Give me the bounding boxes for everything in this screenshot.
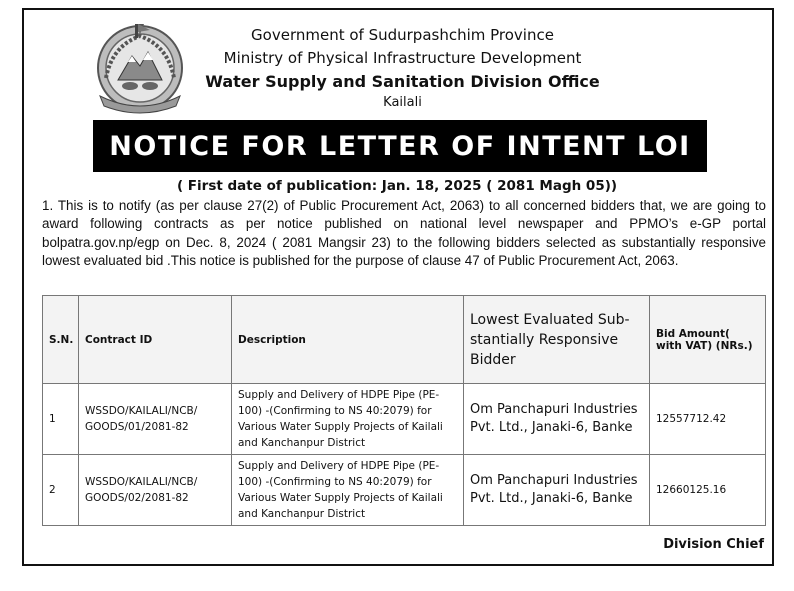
- header-contract-id: Contract ID: [79, 296, 232, 384]
- cell-description: Supply and Delivery of HDPE Pipe (PE-100) -(Confirming to NS 40:2079) for Various Water Supply Projects of Kailali and Kanchanpur District: [232, 455, 464, 526]
- cell-contract-id: WSSDO/KAILALI/NCB/ GOODS/01/2081-82: [79, 384, 232, 455]
- signoff-division-chief: Division Chief: [663, 537, 764, 552]
- cell-bidder: Om Panchapuri Industries Pvt. Ltd., Janaki-6, Banke: [464, 455, 650, 526]
- publication-date: ( First date of publication: Jan. 18, 2025 ( 2081 Magh 05)): [176, 178, 618, 194]
- table-row: [43, 455, 766, 526]
- header-description: Description: [232, 296, 464, 384]
- header-location: Kailali: [383, 95, 422, 110]
- table-header-row: [43, 296, 766, 384]
- bid-table: [42, 295, 766, 526]
- header-ministry: Ministry of Physical Infrastructure Development: [223, 49, 582, 67]
- header-sn: S.N.: [43, 296, 79, 384]
- cell-contract-id: WSSDO/KAILALI/NCB/ GOODS/02/2081-82: [79, 455, 232, 526]
- notice-title-banner: [93, 120, 707, 172]
- nepal-government-emblem-icon: [90, 16, 190, 116]
- cell-sn: 1: [43, 384, 79, 455]
- header-amount: Bid Amount( with VAT) (NRs.): [650, 296, 766, 384]
- cell-bidder: Om Panchapuri Industries Pvt. Ltd., Janaki-6, Banke: [464, 384, 650, 455]
- cell-amount: 12660125.16: [650, 455, 766, 526]
- cell-amount: 12557712.42: [650, 384, 766, 455]
- cell-sn: 2: [43, 455, 79, 526]
- header-bidder: Lowest Evaluated Sub-stantially Responsive Bidder: [464, 296, 650, 384]
- table-row: [43, 384, 766, 455]
- header-government: Government of Sudurpashchim Province: [251, 26, 554, 44]
- cell-description: Supply and Delivery of HDPE Pipe (PE-100) -(Confirming to NS 40:2079) for Various Water Supply Projects of Kailali and Kanchanpur District: [232, 384, 464, 455]
- notice-title: NOTICE FOR LETTER OF INTENT LOI: [109, 130, 691, 162]
- header-office: Water Supply and Sanitation Division Office: [205, 72, 600, 91]
- notice-paragraph: 1. This is to notify (as per clause 27(2) of Public Procurement Act, 2063) to all concerned bidders that, we are going to award following contracts as per notice published on national level newspaper and PPMO’s e-GP portal bolpatra.gov.np/egp on Dec. 8, 2024 ( 2081 Mangsir 23) to the following bidders selected as substantially responsive lowest evaluated bid .This notice is published for the purpose of clause 47 of Public Procurement Act, 2063.: [42, 198, 766, 269]
